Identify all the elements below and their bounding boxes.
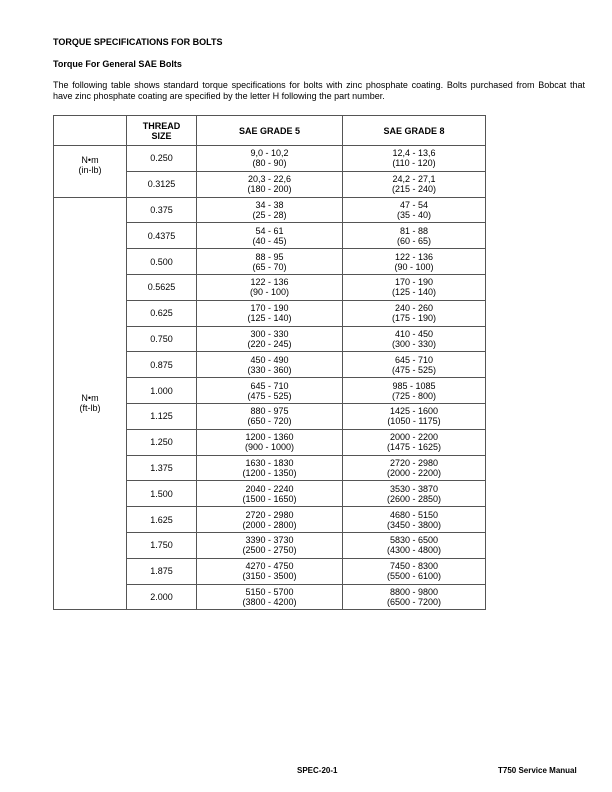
- page-heading: TORQUE SPECIFICATIONS FOR BOLTS: [53, 37, 223, 47]
- thread-size-cell: 0.250: [127, 146, 197, 172]
- nm-value: 54 - 61: [255, 225, 284, 236]
- unit-header: [54, 116, 127, 146]
- imperial-value: (175 - 190): [391, 313, 437, 324]
- imperial-value: (2500 - 2750): [242, 545, 297, 556]
- nm-value: 34 - 38: [255, 199, 284, 210]
- nm-value: 880 - 975: [250, 406, 289, 417]
- nm-value: 645 - 710: [250, 380, 289, 391]
- grade5-cell: [197, 223, 343, 249]
- grade5-cell: [197, 274, 343, 300]
- nm-value: 450 - 490: [250, 354, 289, 365]
- grade5-cell: [197, 249, 343, 275]
- imperial-value: (6500 - 7200): [386, 596, 442, 607]
- grade8-cell: [343, 507, 486, 533]
- imperial-value: (110 - 120): [392, 158, 436, 169]
- nm-value: 5830 - 6500: [389, 535, 439, 546]
- nm-value: 300 - 330: [250, 328, 289, 339]
- unit-subline: (in-lb): [78, 165, 102, 175]
- thread-size-cell: 1.875: [127, 558, 197, 584]
- imperial-value: (1200 - 1350): [242, 467, 297, 478]
- grade8-cell: [343, 274, 486, 300]
- grade5-cell: [197, 429, 343, 455]
- nm-value: 5150 - 5700: [245, 586, 294, 597]
- thread-size-cell: 0.4375: [127, 223, 197, 249]
- imperial-value: (725 - 800): [391, 390, 437, 401]
- thread-size-header: THREAD SIZE: [127, 116, 197, 146]
- thread-size-cell: 0.875: [127, 352, 197, 378]
- nm-value: 9,0 - 10,2: [250, 148, 289, 159]
- imperial-value: (220 - 245): [247, 338, 292, 349]
- nm-value: 88 - 95: [255, 251, 284, 262]
- thread-size-cell: 1.625: [127, 507, 197, 533]
- thread-size-cell: 1.125: [127, 403, 197, 429]
- imperial-value: (90 - 100): [249, 287, 290, 298]
- imperial-value: (475 - 525): [391, 364, 437, 375]
- nm-value: 170 - 190: [394, 277, 434, 288]
- nm-value: 122 - 136: [394, 251, 434, 262]
- thread-size-cell: 1.750: [127, 532, 197, 558]
- torque-table: [53, 115, 486, 610]
- nm-value: 8800 - 9800: [389, 586, 439, 597]
- page-number: SPEC-20-1: [297, 766, 338, 775]
- imperial-value: (3150 - 3500): [242, 571, 297, 582]
- nm-value: 2720 - 2980: [389, 457, 439, 468]
- imperial-value: (3800 - 4200): [242, 596, 297, 607]
- nm-value: 985 - 1085: [392, 380, 436, 391]
- grade8-cell: [343, 481, 486, 507]
- imperial-value: (1475 - 1625): [386, 442, 442, 453]
- grade8-cell: [343, 197, 486, 223]
- unit-line: N•m: [81, 155, 99, 165]
- imperial-value: (40 - 45): [252, 235, 287, 246]
- nm-value: 122 - 136: [250, 277, 289, 288]
- imperial-value: (1050 - 1175): [387, 416, 441, 427]
- thread-size-cell: 0.750: [127, 326, 197, 352]
- thread-size-cell: 0.5625: [127, 274, 197, 300]
- nm-value: 3390 - 3730: [245, 535, 294, 546]
- grade8-cell: [343, 300, 486, 326]
- grade5-cell: [197, 300, 343, 326]
- imperial-value: (2000 - 2800): [242, 519, 297, 530]
- grade5-cell: [197, 455, 343, 481]
- section-subheading: Torque For General SAE Bolts: [53, 59, 182, 69]
- thread-size-cell: 1.500: [127, 481, 197, 507]
- table-row: [54, 146, 486, 172]
- grade5-cell: [197, 481, 343, 507]
- imperial-value: (2600 - 2850): [386, 493, 442, 504]
- grade8-cell: [343, 326, 486, 352]
- nm-value: 7450 - 8300: [389, 561, 439, 572]
- imperial-value: (65 - 70): [252, 261, 287, 272]
- unit-label: [54, 197, 127, 610]
- grade8-cell: [343, 403, 486, 429]
- grade8-cell: [343, 223, 486, 249]
- thread-size-cell: 0.3125: [127, 171, 197, 197]
- grade5-cell: [197, 197, 343, 223]
- imperial-value: (125 - 140): [247, 313, 292, 324]
- table-header-row: [54, 116, 486, 146]
- grade8-cell: [343, 429, 486, 455]
- imperial-value: (300 - 330): [391, 338, 437, 349]
- imperial-value: (4300 - 4800): [386, 545, 442, 556]
- nm-value: 4270 - 4750: [245, 561, 294, 572]
- grade8-cell: [343, 352, 486, 378]
- intro-paragraph: The following table shows standard torque specifications for bolts with zinc phosphate coating. Bolts purchased from Bobcat that have zinc phosphate coating are specified by the letter H following the part number.: [53, 80, 585, 101]
- grade5-cell: [197, 507, 343, 533]
- grade8-cell: [343, 455, 486, 481]
- nm-value: 4680 - 5150: [389, 509, 439, 520]
- nm-value: 410 - 450: [394, 328, 434, 339]
- imperial-value: (2000 - 2200): [386, 467, 442, 478]
- unit-line: N•m: [81, 393, 99, 404]
- thread-size-cell: 1.000: [127, 378, 197, 404]
- imperial-value: (330 - 360): [247, 364, 292, 375]
- nm-value: 1200 - 1360: [245, 432, 294, 443]
- imperial-value: (900 - 1000): [244, 442, 295, 453]
- thread-size-cell: 2.000: [127, 584, 197, 610]
- thread-size-cell: 1.375: [127, 455, 197, 481]
- imperial-value: (90 - 100): [394, 261, 434, 272]
- nm-value: 2000 - 2200: [389, 432, 439, 443]
- nm-value: 240 - 260: [394, 303, 434, 314]
- nm-value: 2040 - 2240: [245, 483, 294, 494]
- grade5-cell: [197, 352, 343, 378]
- grade8-cell: [343, 249, 486, 275]
- nm-value: 24,2 - 27,1: [392, 174, 436, 185]
- thread-size-cell: 0.375: [127, 197, 197, 223]
- nm-value: 12,4 - 13,6: [392, 148, 436, 159]
- thread-size-cell: 1.250: [127, 429, 197, 455]
- grade5-cell: [197, 326, 343, 352]
- imperial-value: (180 - 200): [247, 184, 292, 195]
- grade8-header: SAE GRADE 8: [343, 116, 486, 146]
- grade5-cell: [197, 403, 343, 429]
- imperial-value: (25 - 28): [252, 209, 287, 220]
- nm-value: 3530 - 3870: [389, 483, 439, 494]
- table-row: [54, 197, 486, 223]
- thread-size-cell: 0.500: [127, 249, 197, 275]
- imperial-value: (1500 - 1650): [242, 493, 297, 504]
- imperial-value: (5500 - 6100): [386, 571, 442, 582]
- nm-value: 645 - 710: [394, 354, 434, 365]
- imperial-value: (80 - 90): [252, 158, 287, 169]
- grade5-cell: [197, 584, 343, 610]
- grade8-cell: [343, 584, 486, 610]
- grade5-cell: [197, 378, 343, 404]
- imperial-value: (35 - 40): [396, 209, 431, 220]
- manual-title: T750 Service Manual: [498, 766, 577, 775]
- nm-value: 2720 - 2980: [245, 509, 294, 520]
- imperial-value: (215 - 240): [391, 184, 437, 195]
- grade5-cell: [197, 171, 343, 197]
- grade5-cell: [197, 558, 343, 584]
- nm-value: 81 - 88: [399, 225, 429, 236]
- nm-value: 1630 - 1830: [245, 457, 294, 468]
- nm-value: 47 - 54: [399, 199, 429, 210]
- imperial-value: (125 - 140): [391, 287, 437, 298]
- nm-value: 20,3 - 22,6: [247, 174, 292, 185]
- imperial-value: (3450 - 3800): [386, 519, 442, 530]
- thread-size-cell: 0.625: [127, 300, 197, 326]
- nm-value: 1425 - 1600: [389, 406, 439, 417]
- imperial-value: (650 - 720): [247, 416, 292, 427]
- nm-value: 170 - 190: [250, 303, 289, 314]
- grade8-cell: [343, 558, 486, 584]
- grade8-cell: [343, 532, 486, 558]
- imperial-value: (60 - 65): [396, 235, 431, 246]
- unit-label: [54, 146, 127, 198]
- grade8-cell: [343, 171, 486, 197]
- grade5-cell: [197, 532, 343, 558]
- unit-subline: (ft-lb): [79, 403, 101, 414]
- grade8-cell: [343, 146, 486, 172]
- grade8-cell: [343, 378, 486, 404]
- grade5-cell: [197, 146, 343, 172]
- grade5-header: SAE GRADE 5: [197, 116, 343, 146]
- imperial-value: (475 - 525): [247, 390, 292, 401]
